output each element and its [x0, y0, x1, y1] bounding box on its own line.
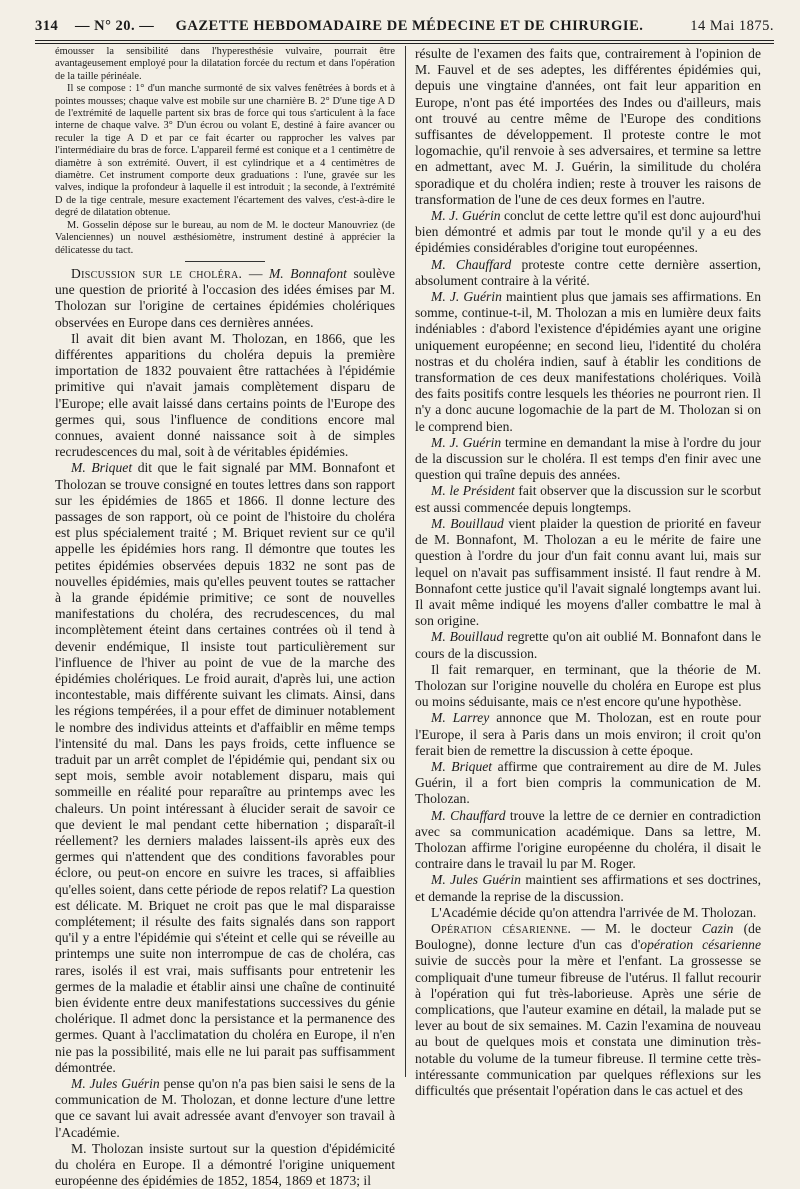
header-rule	[35, 40, 774, 41]
page-header	[35, 12, 774, 40]
paragraph-text: regrette qu'on ait oublié M. Bonnafont dans le cours de la discussion.	[415, 629, 761, 661]
paragraph-text: (de Boulogne), donne lecture d'un cas d'	[415, 920, 761, 953]
paragraph	[415, 921, 761, 1099]
speaker-name: M. Briquet	[71, 460, 133, 476]
paragraph	[55, 1076, 395, 1141]
page-number: 314	[35, 17, 59, 34]
speaker-name: M. le Président	[431, 483, 515, 499]
section-heading: Discussion sur le choléra.	[71, 265, 243, 281]
speaker-name: M. Larrey	[431, 710, 490, 726]
paragraph-text: conclut de cette lettre qu'il est donc aujourd'hui bien démontré et admis par tout le monde qu'il y a eu des épidémies considérables d'origine tout européennes.	[415, 208, 761, 256]
left-column	[55, 46, 395, 1189]
section-heading: Opération césarienne.	[431, 920, 572, 936]
paragraph	[415, 435, 761, 484]
paragraph-text: maintient ses affirmations et ses doctrines, et demande la reprise de la discussion.	[415, 872, 761, 904]
header-rule-double	[35, 43, 774, 44]
paragraph	[55, 460, 395, 1076]
paragraph-text: soulève une question de priorité à l'occasion des idées émises par M. Tholozan sur l'origine de certaines épidémies cholériques observées en Europe dans ces dernières années.	[55, 265, 395, 330]
paragraph-text: affirme que contrairement au dire de M. Jules Guérin, il a fort bien compris la communication de M. Tholozan.	[415, 758, 761, 807]
paragraph	[415, 516, 761, 629]
paragraph	[415, 289, 761, 435]
emphasis-text: opération césarienne	[640, 937, 761, 953]
paragraph-text: pense qu'on n'a pas bien saisi le sens de la communication de M. Tholozan, et donne lecture d'une lettre que ce savant lui avait adressée avant d'envoyer son travail à l'Académie.	[55, 1076, 395, 1140]
paragraph	[415, 808, 761, 873]
paragraph-text: fait observer que la discussion sur le scorbut est aussi commencée depuis longtemps.	[415, 483, 761, 515]
issue-number: — N° 20. —	[75, 17, 155, 34]
speaker-name: M. Briquet	[431, 758, 493, 774]
speaker-name: M. Chauffard	[431, 256, 512, 272]
journal-title: GAZETTE HEBDOMADAIRE DE MÉDECINE ET DE CHIRURGIE.	[175, 17, 644, 34]
note-paragraph: M. Gosselin dépose sur le bureau, au nom de M. le docteur Manouvriez (de Valenciennes) un nouvel æsthésiomètre, instrument destiné à apprécier la délicatesse du tact.	[55, 219, 395, 256]
paragraph-text: vient plaider la question de priorité en faveur de M. Bonnafont, M. Tholozan a eu le mérite de faire une question à l'ordre du jour d'un fait connu avant lui, mais sur lequel on n'avait pas suffisamment insisté. Il faut rendre à M. Bonnafont cette justice qu'il l'avait signalé longtemps avant lui. Il avait même indiqué les moyens d'aller combattre le mal à son origine.	[415, 515, 761, 629]
paragraph	[415, 710, 761, 759]
paragraph: L'Académie décide qu'on attendra l'arrivée de M. Tholozan.	[431, 904, 757, 920]
paragraph	[415, 257, 761, 289]
paragraph	[415, 483, 761, 515]
speaker-name: M. Chauffard	[431, 807, 506, 823]
paragraph-text: termine en demandant la mise à l'ordre du jour de la discussion sur le choléra. Il est temps d'en finir avec une question qui traîne depuis des années.	[415, 434, 761, 483]
paragraph: Il fait remarquer, en terminant, que la théorie de M. Tholozan sur l'origine nouvelle du choléra en Europe est plus ou moins séduisante, mais ce n'est encore qu'une hypothèse.	[415, 661, 761, 710]
paragraph: Discussion sur le choléra. — M. Bonnafont soulève une question de priorité à l'occasion des idées émises par M. Tholozan sur l'origine de certaines épidémies cholériques observées en Europe dans ces dernières années.	[55, 265, 395, 330]
paragraph-text: dit que le fait signalé par MM. Bonnafont et Tholozan se trouve consigné en toutes lettres dans son rapport sur les épidémies de 1865 et 1866. Il donne lecture des passages de son rapport, où ce point de l'histoire du choléra est plus spécialement traité ; M. Briquet revient sur ce qu'il appelle les épidémies hors rang. Il démontre que toutes les petites épidémies observées depuis 1832 ne sont pas de nouvelles épidémies, mais qu'elles peuvent toutes se rattacher à la grande épidémie primitive; ce sont de nouvelles manifestations du choléra, des recrudescences, du mal incomplètement éteint dans certaines contrées où il tend à devenir endémique, Il insiste tout particulièrement sur l'influence de l'hiver au point de vue de la marche des épidémies cholériques. Le froid aurait, d'après lui, une action incontestable, mais différente suivant les climats. Ainsi, dans les régions tempérées, il a pour effet de diminuer notablement le nombre des individus atteints et d'affaiblir en même temps l'intensité du mal. Dans les pays froids, cette influence se traduit par un arrêt complet de l'épidémie qui, pendant six ou sept mois, semble avoir notablement disparu, mais qui sommeille en réalité pour reparaître au printemps avec les chaleurs. Un point intéressant à élucider serait de savoir ce que devient le mal pendant cette hibernation ; disparaît-il réellement? les derniers malades laissent-ils après eux des germes qui n'attendent que des conditions favorables pour éclore, ou peut-on encore en suivre les traces, si affaiblies qu'elles soient, dans cette période de repos relatif? La question est délicate. M. Briquet ne croit pas que le mal disparaisse complétement; il résulte des faits signalés dans son rapport qu'il y a entre l'épidémie qui s'éteint et celle qui se réveille au printemps une suite non interrompue de cas de choléra, cas rares, isolés il est vrai, mais suffisants pour entretenir les germes de la maladie et établir ainsi une chaîne de continuité bien évidente entre deux manifestations successives du génie cholérique. Il admet donc la persistance et la permanence des germes. Quant à l'acclimatation du choléra en Europe, il n'en nie pas la possibilité, mais elle ne lui parait pas suffisamment démontrée.	[55, 460, 395, 1075]
speaker-name: Cazin	[701, 920, 734, 936]
paragraph: Il avait dit bien avant M. Tholozan, en 1866, que les différentes apparitions du choléra depuis la première importation de 1832 pouvaient être rattachées à l'épidémie primitive qui n'avait jamais complètement disparu de l'Europe; elle avait laissé dans certains points de l'Europe des germes qui, sous l'influence de conditions encore mal connues, avaient donné naissance soit à de simples recrudescences du mal, soit à de véritables épidémies.	[55, 330, 395, 460]
paragraph	[415, 208, 761, 257]
speaker-name: M. J. Guérin	[431, 434, 502, 450]
paragraph-text: — M. le docteur	[581, 920, 692, 936]
paragraph-text: proteste contre cette dernière assertion, absolument contraire à la vérité.	[415, 256, 761, 288]
note-paragraph: émousser la sensibilité dans l'hyperesthésie vulvaire, pourrait être avantageusement employé pour la dilatation forcée du rectum et dans l'opération de la taille périnéale.	[55, 46, 395, 82]
paragraph	[415, 759, 761, 808]
paragraph	[415, 872, 761, 904]
column-separator	[405, 46, 406, 1077]
right-column	[415, 46, 761, 1098]
instrument-note	[55, 46, 395, 257]
issue-date: 14 Mai 1875.	[690, 17, 774, 34]
paragraph-text: suivie de succès pour la mère et l'enfant. La grossesse se compliquait d'une tumeur fibreuse de l'utérus. Il fallut recourir à l'opération qui fut très-laborieuse. Après une série de complications, que l'auteur examine en détail, la malade put se lever au bout de six semaines. M. Cazin l'examina de nouveau au bout de quelques mois et constata une diminution très-notable du volume de la tumeur fibreuse. Il termine cette très-intéressante communication par quelques réflexions sur les difficultés que présentait l'opération dans le cas actuel et des	[415, 953, 761, 1098]
speaker-name: M. J. Guérin	[431, 208, 501, 224]
paragraph-text: trouve la lettre de ce dernier en contradiction avec sa communication académique. Dans sa lettre, M. Tholozan affirme l'origine européenne du choléra, il disait le contraire dans le travail lu par M. Roger.	[415, 807, 761, 872]
section-divider	[185, 261, 265, 262]
speaker-name: M. Bouillaud	[431, 515, 504, 531]
speaker-name: M. Jules Guérin	[431, 872, 521, 888]
note-paragraph: Il se compose : 1° d'un manche surmonté de six valves fenêtrées à bords et à pointes mousses; chaque valve est mobile sur une charnière B. 2° D'une tige A D de l'extrémité de laquelle partent six bras de force qui tous s'articulent à la face interne de chaque valve. 3° D'un écrou ou volant E, destiné à faire avancer ou reculer la tige A D et par ce fait écarter ou rapprocher les valves par l'intermédiaire du bras de force. L'appareil fermé est conique et a 1 centimètre de diamètre à son extrémité. Ouvert, il est cylindrique et a 4 centimètres de diamètre. Cet instrument comporte deux graduations : l'une, gravée sur les valves, indique la profondeur à laquelle il est introduit ; la seconde, à l'extrémité D de la tige centrale, mesure exactement l'écartement des valves, c'est-à-dire le degré de dilatation obtenue.	[55, 83, 395, 219]
paragraph-text: maintient plus que jamais ses affirmations. En somme, continue-t-il, M. Tholozan a mis en lumière deux faits indéniables : d'abord l'existence d'épidémies ayant une origine uniquement européenne; en second lieu, l'identité du choléra nostras et du choléra indien, sauf à établir les conditions de transformation de ces deux manifestations cholériques. Voilà des faits positifs contre lesquels les théories ne pourront rien. Il n'y a donc aucune logomachie de la part de M. Tholozan si on le comprend bien.	[415, 289, 761, 434]
paragraph: résulte de l'examen des faits que, contrairement à l'opinion de M. Fauvel et de ses adeptes, les différentes épidémies qui, depuis une vingtaine d'années, ont fait leur apparition en Europe, n'ont pas été importées des Indes ou d'ailleurs, mais ont trouvé au centre même de l'Europe des conditions suffisantes de développement. Il proteste contre le mot logomachie, qu'il renvoie à ses adversaires, et termine sa lettre en admettant, avec M. J. Guérin, la similitude du choléra sporadique et du choléra indien; reste à trouver les raisons de transformation de l'une de ces deux formes en l'autre.	[415, 46, 761, 207]
paragraph	[415, 629, 761, 661]
speaker-name: M. Bonnafont	[268, 265, 347, 281]
paragraph-text: annonce que M. Tholozan, est en route pour l'Europe, il sera à Paris dans un mois environ; il croit qu'on ferait bien de remettre la discussion à cette époque.	[415, 710, 761, 758]
paragraph: M. Tholozan insiste surtout sur la question d'épidémicité du choléra en Europe. Il a démontré l'origine uniquement européenne des épidémies de 1852, 1854, 1869 et 1873; il	[55, 1140, 395, 1189]
speaker-name: M. J. Guérin	[431, 289, 502, 305]
speaker-name: M. Bouillaud	[431, 629, 504, 645]
speaker-name: M. Jules Guérin	[71, 1076, 160, 1092]
